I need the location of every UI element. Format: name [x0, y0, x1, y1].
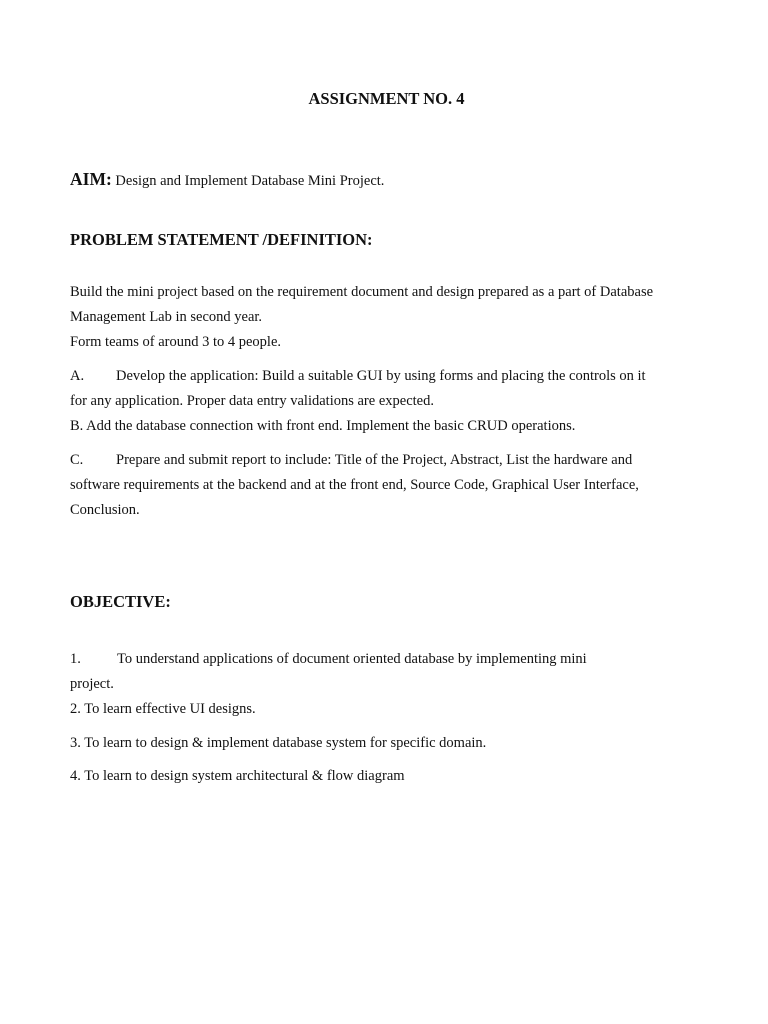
problem-statement-heading: PROBLEM STATEMENT /DEFINITION: [70, 230, 373, 249]
problem-intro-line: Management Lab in second year. [70, 309, 263, 325]
item-text: for any application. Proper data entry validations are expected. [70, 393, 434, 409]
problem-intro [70, 280, 710, 355]
assignment-title: ASSIGNMENT NO. 4 [308, 89, 465, 108]
problem-item-c [70, 448, 710, 523]
problem-intro-line: Build the mini project based on the requirement document and design prepared as a part of Database [70, 284, 654, 300]
objective-item-1 [70, 647, 710, 722]
item-text: To understand applications of document oriented database by implementing mini [117, 651, 587, 667]
objective-item-2: 2. To learn effective UI designs. [70, 701, 256, 717]
objective-item-3: 3. To learn to design & implement database system for specific domain. [70, 735, 487, 751]
item-marker: 1. [70, 651, 81, 667]
item-marker: C. [70, 452, 84, 468]
problem-item-a [70, 364, 710, 439]
objective-item-4: 4. To learn to design system architectural & flow diagram [70, 768, 405, 784]
item-marker: A. [70, 368, 85, 384]
problem-item-b: B. Add the database connection with front end. Implement the basic CRUD operations. [70, 418, 576, 434]
item-text: software requirements at the backend and at the front end, Source Code, Graphical User Interface, [70, 477, 639, 493]
aim-label: AIM: [70, 169, 112, 189]
problem-intro-line: Form teams of around 3 to 4 people. [70, 334, 282, 350]
item-text: Prepare and submit report to include: Title of the Project, Abstract, List the hardware and [116, 452, 633, 468]
item-text: Conclusion. [70, 502, 140, 518]
objective-heading: OBJECTIVE: [70, 592, 171, 611]
aim-statement [70, 169, 384, 190]
item-text: Develop the application: Build a suitable GUI by using forms and placing the controls on it [116, 368, 646, 384]
item-text: project. [70, 676, 114, 692]
aim-text: Design and Implement Database Mini Project. [111, 173, 385, 189]
